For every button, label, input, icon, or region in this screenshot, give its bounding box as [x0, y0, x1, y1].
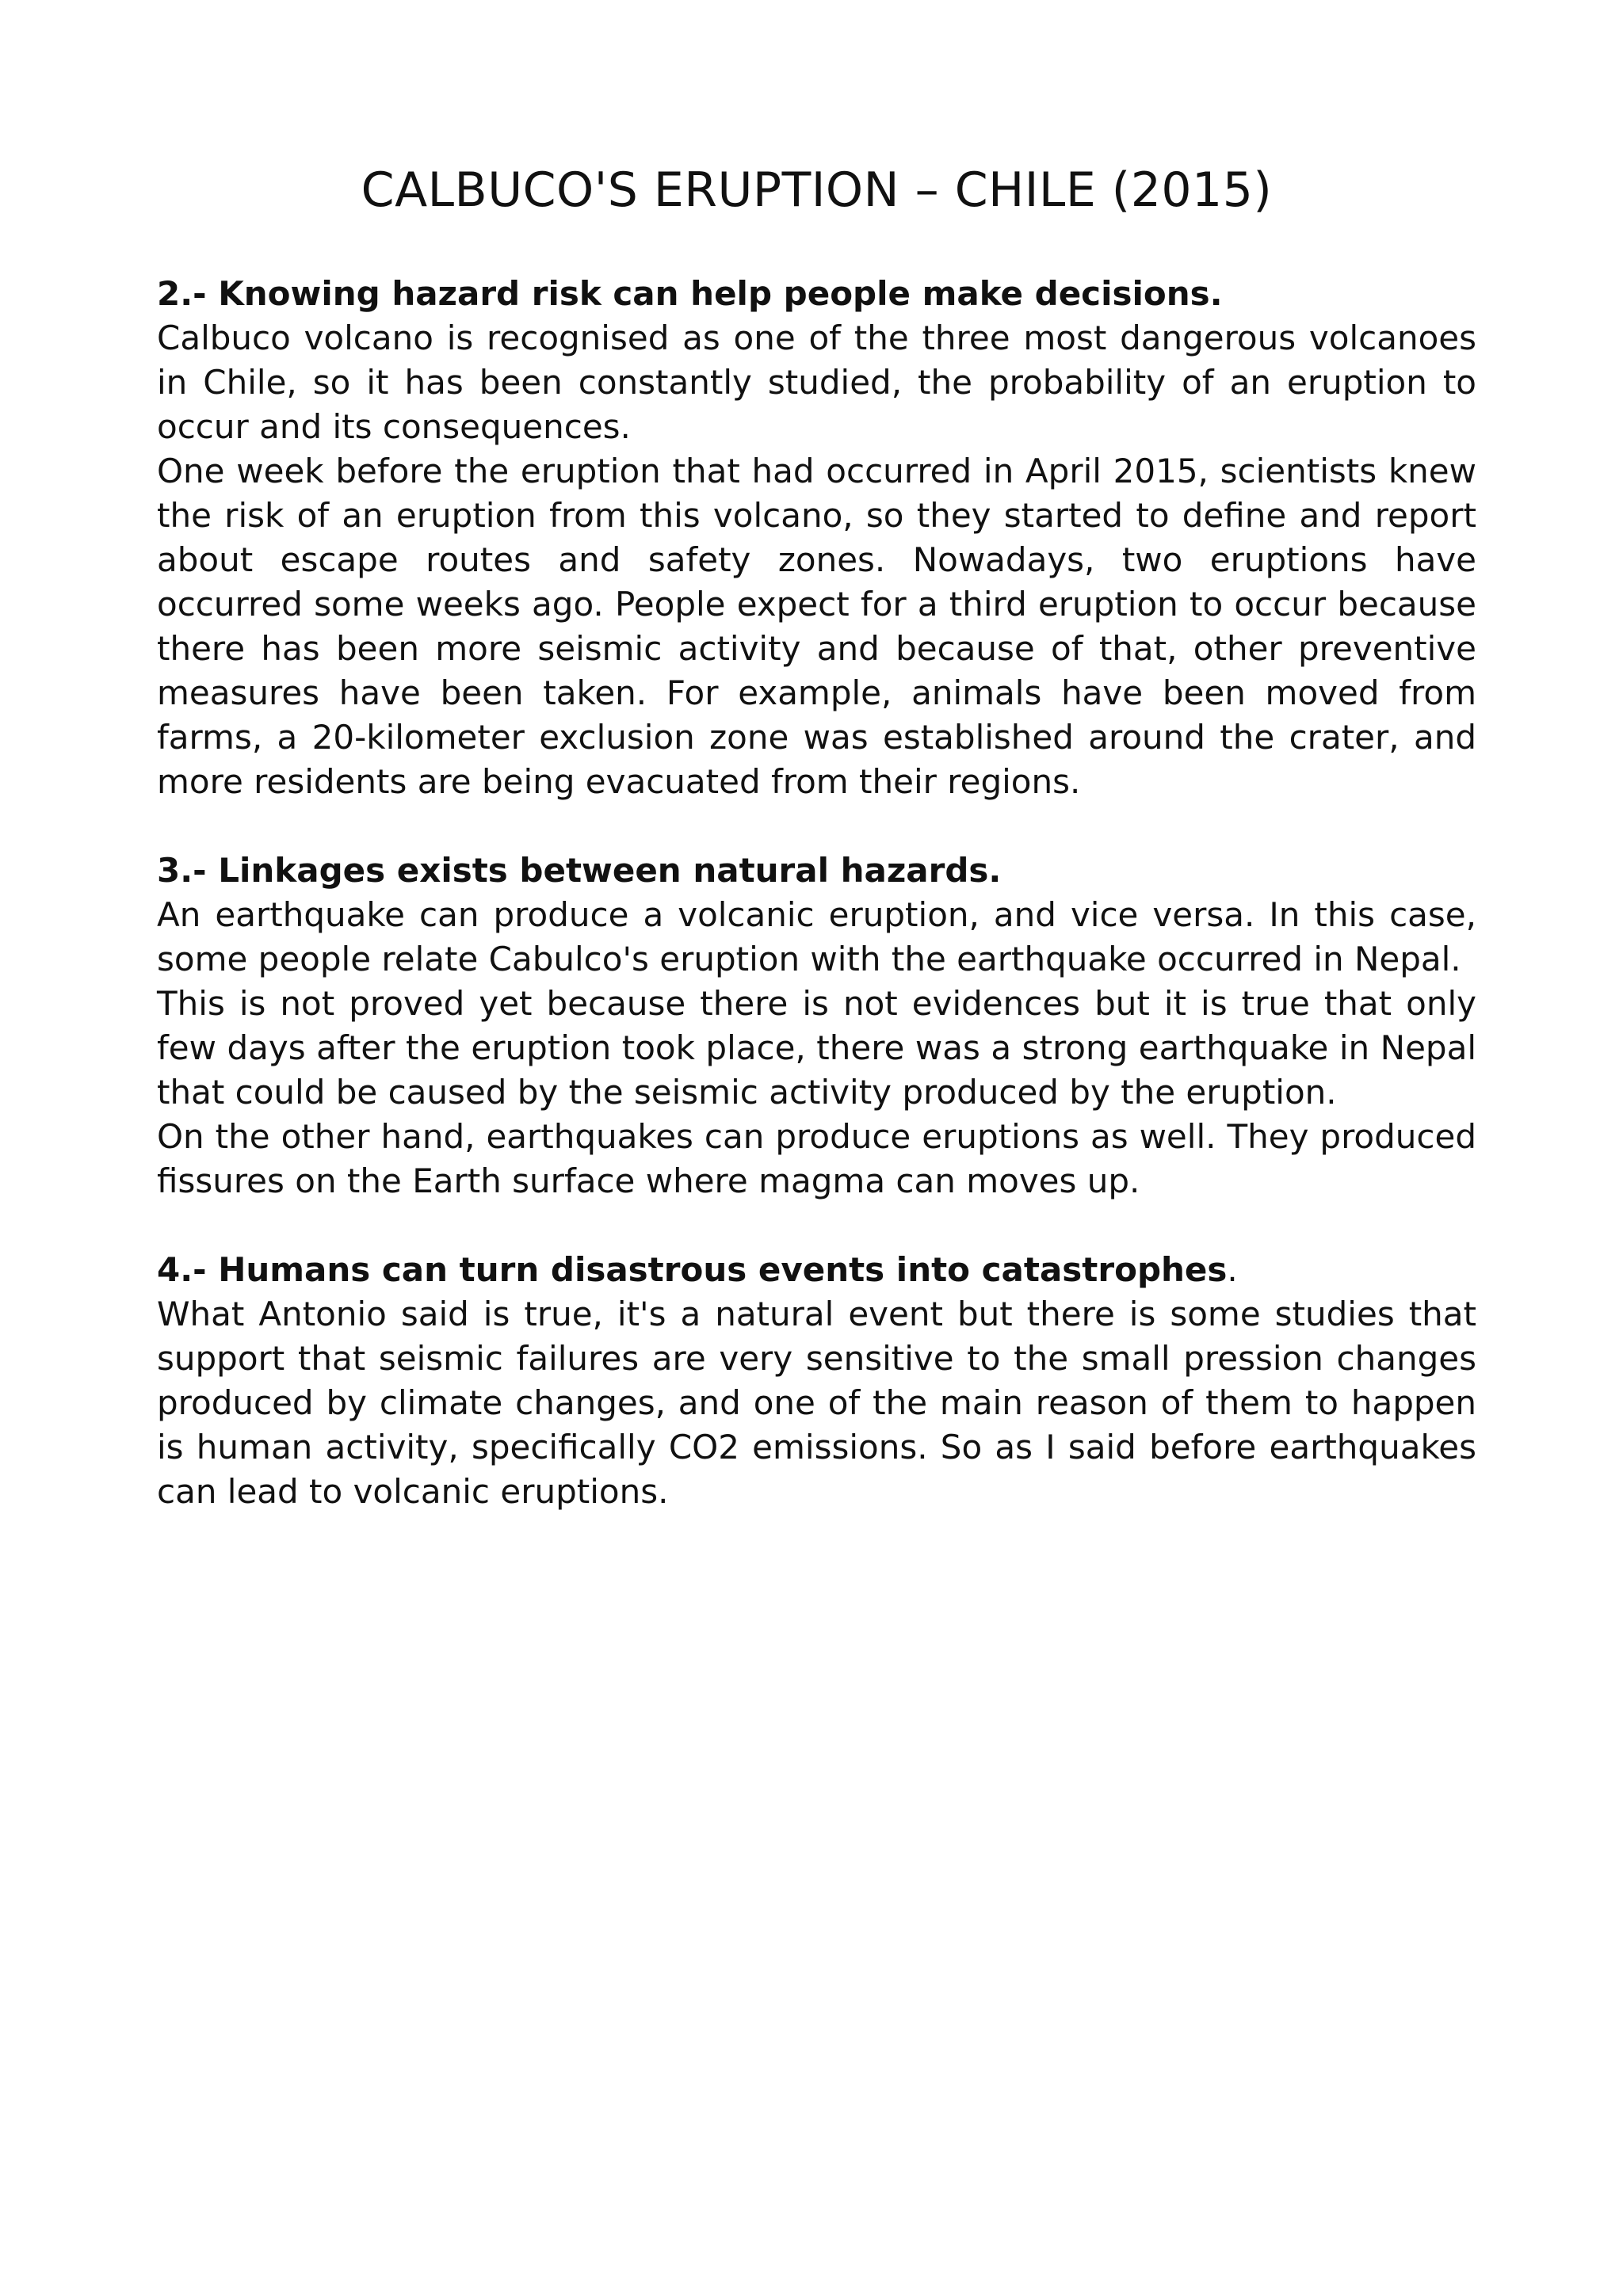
- paragraph: This is not proved yet because there is not evidences but it is true that only few days after the eruption took place, there was a strong earthquake in Nepal that could be caused by the seismic activity produced by the eruption.: [157, 984, 1476, 1112]
- document-title: CALBUCO'S ERUPTION – CHILE (2015): [361, 162, 1273, 218]
- section-humans-catastrophes: [157, 1248, 1476, 1514]
- section-heading: [157, 1248, 1476, 1292]
- section-heading-text: 4.- Humans can turn disastrous events into catastrophes: [157, 1250, 1228, 1289]
- paragraph: On the other hand, earthquakes can produce eruptions as well. They produced fissures on the Earth surface where magma can moves up.: [157, 1117, 1476, 1200]
- section-heading-text: 3.- Linkages exists between natural hazards.: [157, 851, 1002, 890]
- paragraph: What Antonio said is true, it's a natural event but there is some studies that support that seismic failures are very sensitive to the small pression changes produced by climate changes, and one of the main reason of them to happen is human activity, specifically CO2 emissions. So as I said before earthquakes can lead to volcanic eruptions.: [157, 1295, 1476, 1511]
- paragraph: One week before the eruption that had occurred in April 2015, scientists knew the risk of an eruption from this volcano, so they started to define and report about escape routes and safety zones. Nowadays, two eruptions have occurred some weeks ago. People expect for a third eruption to occur because there has been more seismic activity and because of that, other preventive measures have been taken. For example, animals have been moved from farms, a 20-kilometer exclusion zone was established around the crater, and more residents are being evacuated from their regions.: [157, 452, 1476, 801]
- section-heading-suffix: .: [1227, 1250, 1238, 1289]
- section-knowing-hazard-risk: [157, 272, 1476, 804]
- section-heading: [157, 849, 1476, 893]
- section-heading: [157, 272, 1476, 316]
- section-heading-text: 2.- Knowing hazard risk can help people make decisions.: [157, 274, 1223, 313]
- paragraph: Calbuco volcano is recognised as one of the three most dangerous volcanoes in Chile, so it has been constantly studied, the probability of an eruption to occur and its consequences.: [157, 318, 1476, 446]
- paragraph: An earthquake can produce a volcanic eruption, and vice versa. In this case, some people relate Cabulco's eruption with the earthquake occurred in Nepal.: [157, 895, 1476, 978]
- section-linkages-natural-hazards: [157, 849, 1476, 1203]
